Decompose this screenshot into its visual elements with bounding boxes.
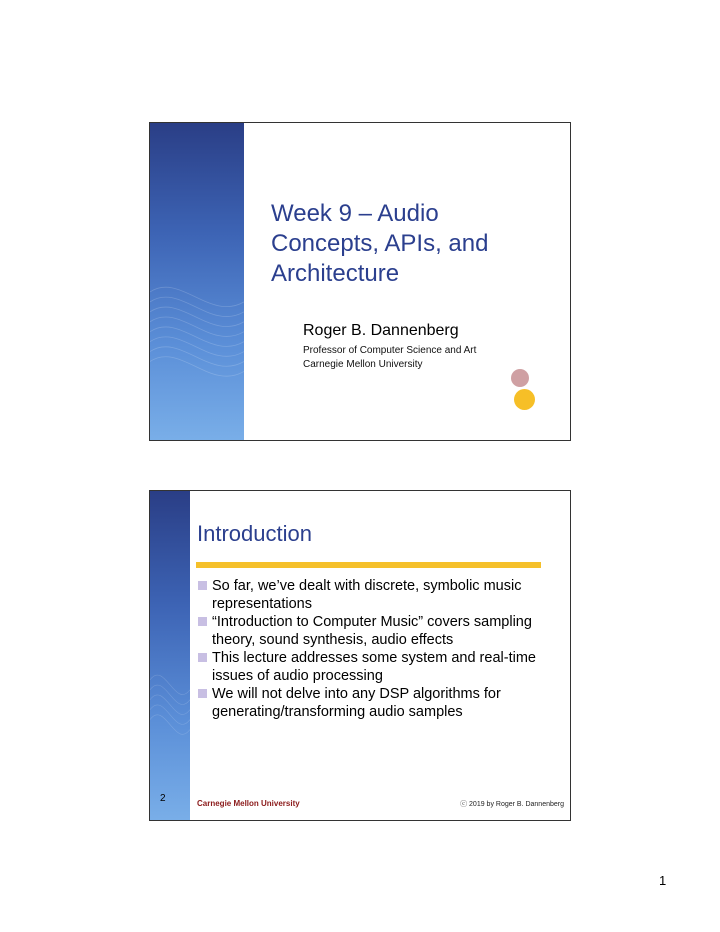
bullet-item: We will not delve into any DSP algorithms for generating/transforming audio samples — [197, 685, 557, 721]
title-slide — [149, 122, 571, 441]
title-underline — [196, 562, 541, 568]
decorative-dot-pink — [511, 369, 529, 387]
square-bullet-icon — [198, 689, 207, 698]
slide-side-band — [150, 491, 190, 820]
intro-slide — [149, 490, 571, 821]
author-affiliation: Professor of Computer Science and Art Carnegie Mellon University — [303, 345, 477, 370]
footer-copyright: ⓒ 2019 by Roger B. Dannenberg — [460, 801, 564, 808]
bullet-item: This lecture addresses some system and real-time issues of audio processing — [197, 649, 557, 685]
square-bullet-icon — [198, 581, 207, 590]
slide-number: 2 — [160, 793, 166, 804]
page-number: 1 — [659, 873, 667, 888]
decorative-dot-yellow — [514, 389, 535, 410]
wave-pattern — [150, 491, 190, 820]
author-name: Roger B. Dannenberg — [303, 322, 459, 339]
bullet-item: “Introduction to Computer Music” covers sampling theory, sound synthesis, audio effects — [197, 613, 557, 649]
slide-side-band — [150, 123, 244, 440]
slide-title: Week 9 – Audio Concepts, APIs, and Architecture — [271, 200, 489, 287]
bullet-item: So far, we’ve dealt with discrete, symbolic music representations — [197, 577, 557, 613]
square-bullet-icon — [198, 617, 207, 626]
square-bullet-icon — [198, 653, 207, 662]
footer-institution: Carnegie Mellon University — [197, 799, 300, 808]
bullet-list — [197, 577, 557, 721]
wave-pattern — [150, 123, 244, 440]
slide-title: Introduction — [197, 521, 312, 546]
